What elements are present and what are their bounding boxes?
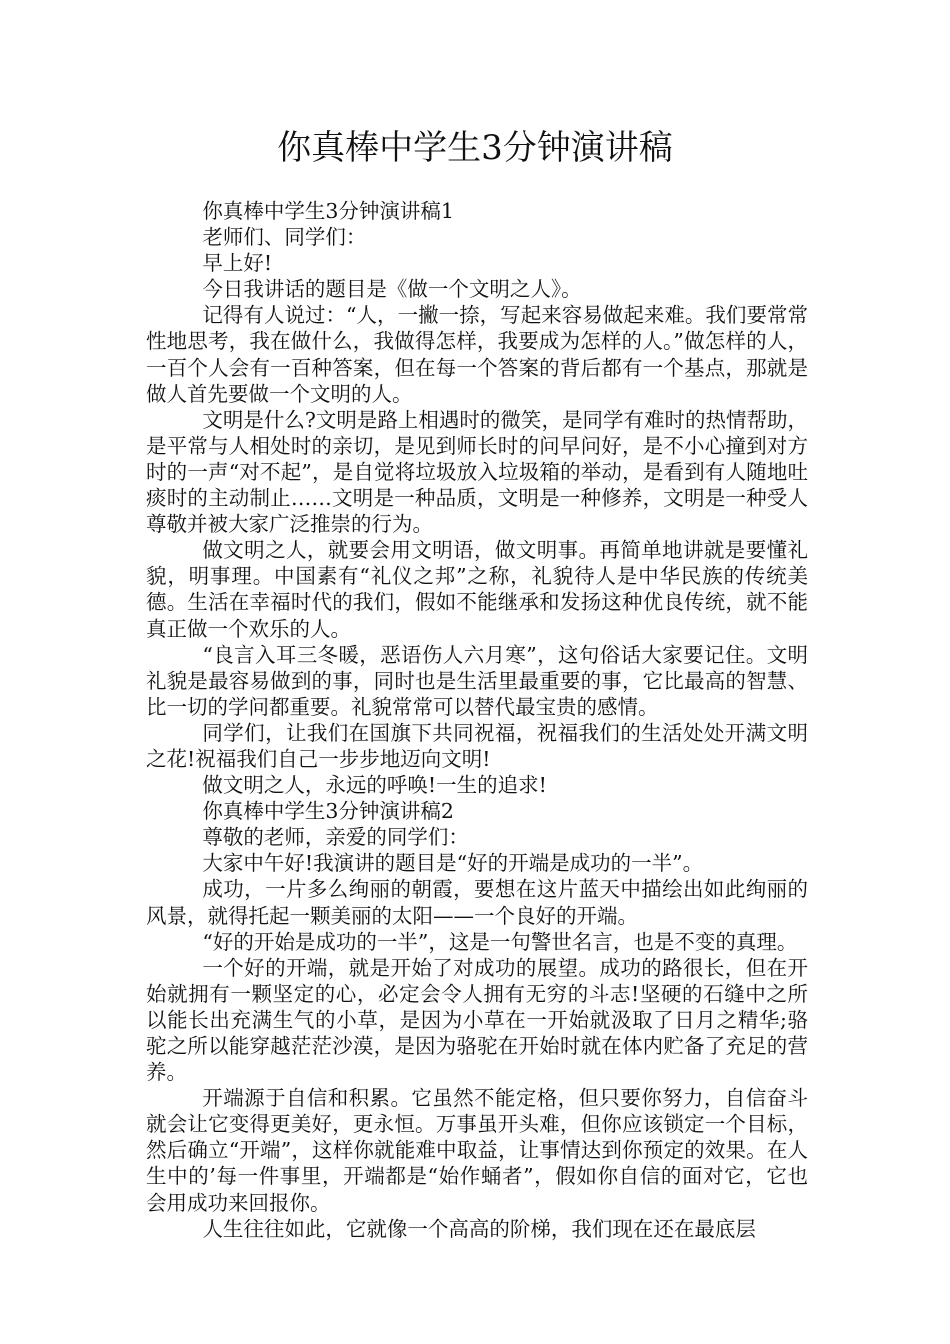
paragraph: 你真棒中学生3分钟演讲稿2 — [202, 799, 454, 824]
paragraph: 一个好的开端，就是开始了对成功的展望。成功的路很长，但在开始就拥有一颗坚定的心，必定会令人拥有无穷的斗志!坚硬的石缝中之所以能长出充满生气的小草，是因为小草在一开始就汲取了日月之精华;骆驼之所以能穿越茫茫沙漠，是因为骆驼在开始时就在体内贮备了充足的营养。 — [146, 955, 808, 1085]
paragraph: 人生往往如此，它就像一个高高的阶梯，我们现在还在最底层 — [202, 1216, 756, 1241]
paragraph: 今日我讲话的题目是《做一个文明之人》。 — [202, 277, 582, 302]
paragraph: 记得有人说过：“人，一撇一捺，写起来容易做起来难。我们要常常性地思考，我在做什么，我做得怎样，我要成为怎样的人。”做怎样的人，一百个人会有一百种答案，但在每一个答案的背后都有一个基点，那就是做人首先要做一个文明的人。 — [146, 303, 808, 406]
paragraph: 尊敬的老师，亲爱的同学们： — [202, 825, 469, 850]
paragraph: 同学们，让我们在国旗下共同祝福，祝福我们的生活处处开满文明之花!祝福我们自己一步步地迈向文明! — [146, 720, 808, 771]
paragraph: 早上好! — [202, 251, 273, 276]
paragraph: 文明是什么?文明是路上相遇时的微笑，是同学有难时的热情帮助，是平常与人相处时的亲切，是见到师长时的问早问好，是不小心撞到对方时的一声“对不起”，是自觉将垃圾放入垃圾箱的举动，是看到有人随地吐痰时的主动制止……文明是一种品质，文明是一种修养，文明是一种受人尊敬并被大家广泛推崇的行为。 — [146, 407, 808, 537]
paragraph: 你真棒中学生3分钟演讲稿1 — [202, 199, 454, 223]
paragraph: 做文明之人，永远的呼唤!一生的追求! — [202, 773, 547, 798]
paragraph: “良言入耳三冬暖，恶语伤人六月寒”，这句俗话大家要记住。文明礼貌是最容易做到的事，同时也是生活里最重要的事，它比最高的智慧、比一切的学问都重要。礼貌常常可以替代最宝贵的感情。 — [146, 642, 808, 719]
paragraph: 老师们、同学们： — [202, 225, 367, 250]
document-body — [146, 198, 808, 1242]
paragraph: 大家中午好!我演讲的题目是“好的开端是成功的一半”。 — [202, 851, 704, 876]
paragraph: “好的开始是成功的一半”，这是一句警世名言，也是不变的真理。 — [202, 929, 798, 954]
document-title: 你真棒中学生3分钟演讲稿 — [277, 128, 673, 168]
paragraph: 做文明之人，就要会用文明语，做文明事。再简单地讲就是要懂礼貌，明事理。中国素有“礼仪之邦”之称，礼貌待人是中华民族的传统美德。生活在幸福时代的我们，假如不能继承和发扬这种优良传统，就不能真正做一个欢乐的人。 — [146, 538, 808, 641]
paragraph: 成功，一片多么绚丽的朝霞，要想在这片蓝天中描绘出如此绚丽的风景，就得托起一颗美丽的太阳——一个良好的开端。 — [146, 877, 808, 928]
paragraph: 开端源于自信和积累。它虽然不能定格，但只要你努力，自信奋斗就会让它变得更美好，更永恒。万事虽开头难，但你应该锁定一个目标，然后确立“开端”，这样你就能难中取益，让事情达到你预定的效果。在人生中的’每一件事里，开端都是“始作蛹者”，假如你自信的面对它，它也会用成功来回报你。 — [146, 1086, 808, 1215]
